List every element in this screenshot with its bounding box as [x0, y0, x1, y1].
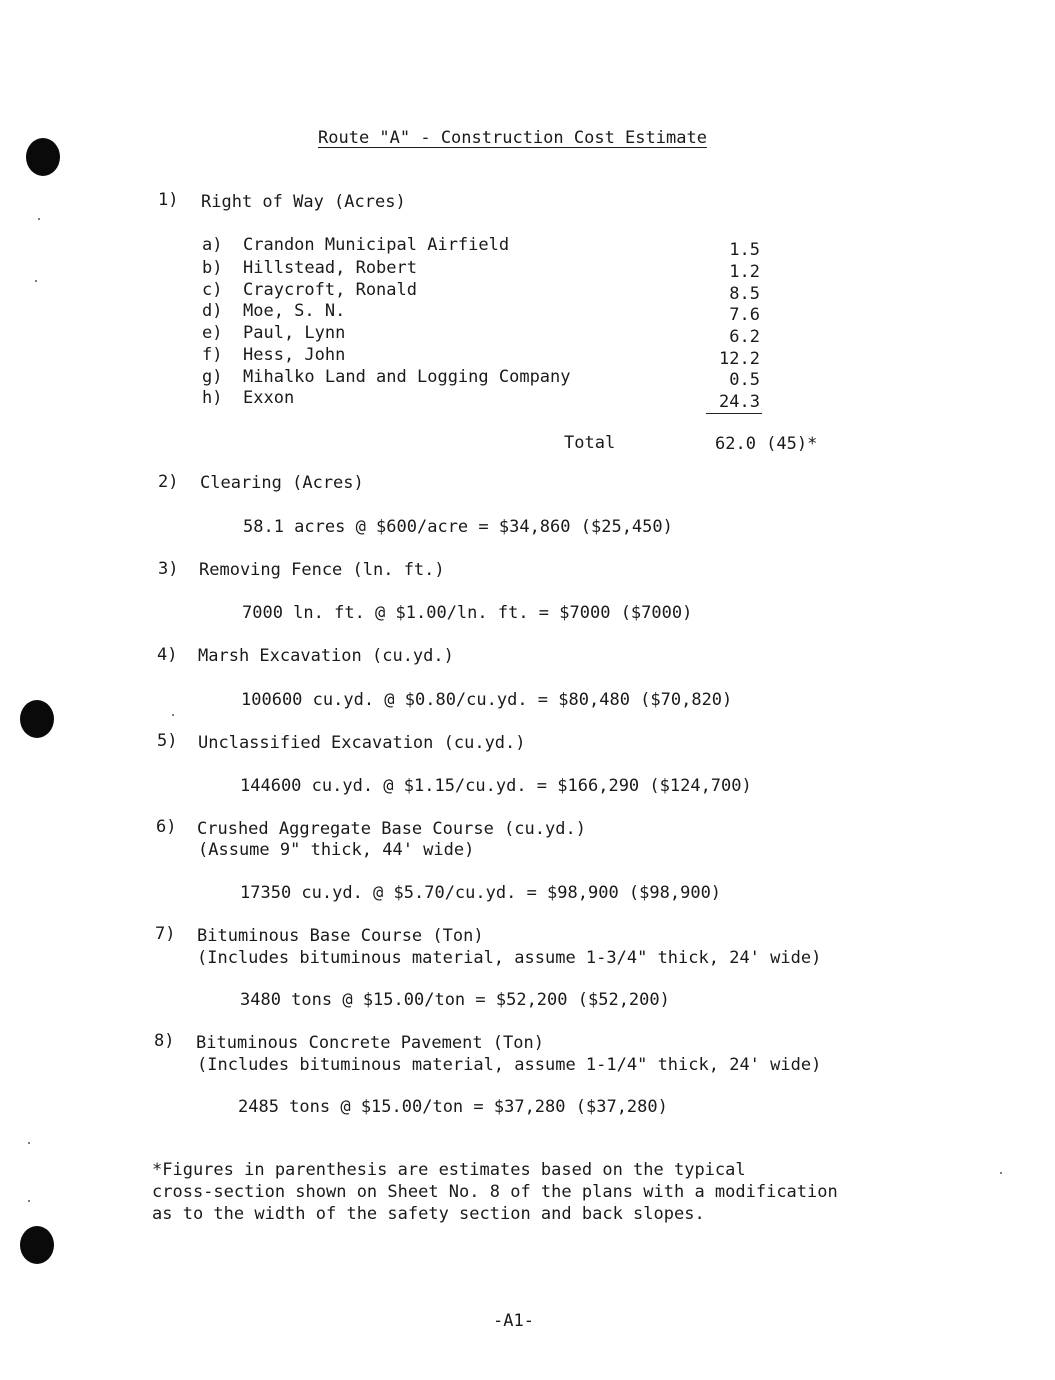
page-title: Route "A" - Construction Cost Estimate: [318, 128, 707, 148]
item-note: (Assume 9" thick, 44' wide): [198, 840, 475, 860]
parcel-letter: f): [202, 345, 223, 365]
parcel-name: Craycroft, Ronald: [243, 280, 417, 300]
parcel-acres: 8.5: [729, 284, 760, 304]
parcel-letter: g): [202, 367, 223, 387]
item-calculation: 7000 ln. ft. @ $1.00/ln. ft. = $7000 ($7000): [242, 603, 693, 623]
parcel-name: Paul, Lynn: [243, 323, 346, 343]
item-heading: Crushed Aggregate Base Course (cu.yd.): [197, 819, 586, 839]
item-number: 2): [158, 472, 179, 492]
item-number: 7): [155, 924, 176, 944]
section-number: 1): [158, 190, 179, 210]
item-number: 6): [156, 817, 177, 837]
binder-hole-top: [26, 138, 60, 176]
item-number: 8): [154, 1031, 175, 1051]
parcel-letter: d): [202, 301, 223, 321]
parcel-acres: 12.2: [719, 349, 760, 369]
parcel-acres: 6.2: [729, 327, 760, 347]
parcel-name: Mihalko Land and Logging Company: [243, 367, 571, 387]
item-heading: Clearing (Acres): [200, 473, 364, 493]
scan-speck: [28, 1200, 30, 1202]
footnote-line: cross-section shown on Sheet No. 8 of the plans with a modification: [152, 1182, 838, 1202]
parcel-acres: 0.5: [729, 370, 760, 390]
parcel-name: Moe, S. N.: [243, 301, 346, 321]
footnote-line: as to the width of the safety section and back slopes.: [152, 1204, 705, 1224]
item-number: 3): [158, 559, 179, 579]
scan-speck: [28, 1142, 30, 1144]
item-calculation: 3480 tons @ $15.00/ton = $52,200 ($52,200): [240, 990, 670, 1010]
binder-hole-bottom: [20, 1226, 54, 1264]
parcel-letter: h): [202, 388, 223, 408]
section-heading: Right of Way (Acres): [201, 192, 406, 212]
total-value: 62.0 (45)*: [715, 434, 818, 454]
parcel-name: Hess, John: [243, 345, 346, 365]
parcel-acres: 1.2: [729, 262, 760, 282]
parcel-name: Exxon: [243, 388, 295, 408]
item-calculation: 144600 cu.yd. @ $1.15/cu.yd. = $166,290 ($124,700): [240, 776, 752, 796]
item-number: 4): [157, 645, 178, 665]
item-note: (Includes bituminous material, assume 1-1/4" thick, 24' wide): [197, 1055, 822, 1075]
parcel-acres: 1.5: [729, 240, 760, 260]
item-heading: Marsh Excavation (cu.yd.): [198, 646, 454, 666]
parcel-name: Crandon Municipal Airfield: [243, 235, 510, 255]
parcel-letter: b): [202, 258, 223, 278]
footnote-line: *Figures in parenthesis are estimates based on the typical: [152, 1160, 746, 1180]
item-heading: Unclassified Excavation (cu.yd.): [198, 733, 526, 753]
parcel-acres: 24.3: [719, 392, 760, 412]
binder-hole-middle: [20, 700, 54, 738]
scan-speck: [172, 714, 174, 716]
item-calculation: 100600 cu.yd. @ $0.80/cu.yd. = $80,480 ($70,820): [241, 690, 733, 710]
scan-speck: [38, 218, 40, 220]
parcel-acres: 7.6: [729, 305, 760, 325]
page-number: -A1-: [493, 1311, 534, 1331]
item-heading: Removing Fence (ln. ft.): [199, 560, 445, 580]
item-calculation: 17350 cu.yd. @ $5.70/cu.yd. = $98,900 ($98,900): [240, 883, 722, 903]
parcel-letter: a): [202, 235, 223, 255]
parcel-name: Hillstead, Robert: [243, 258, 417, 278]
parcel-letter: e): [202, 323, 223, 343]
item-calculation: 2485 tons @ $15.00/ton = $37,280 ($37,280): [238, 1097, 668, 1117]
parcel-letter: c): [202, 280, 223, 300]
item-number: 5): [157, 731, 178, 751]
scan-speck: [1000, 1172, 1002, 1174]
item-heading: Bituminous Base Course (Ton): [197, 926, 484, 946]
scan-speck: [35, 280, 37, 282]
sum-underline: [706, 413, 762, 414]
item-calculation: 58.1 acres @ $600/acre = $34,860 ($25,450): [243, 517, 673, 537]
item-heading: Bituminous Concrete Pavement (Ton): [196, 1033, 544, 1053]
total-label: Total: [564, 433, 616, 453]
item-note: (Includes bituminous material, assume 1-3/4" thick, 24' wide): [197, 948, 822, 968]
